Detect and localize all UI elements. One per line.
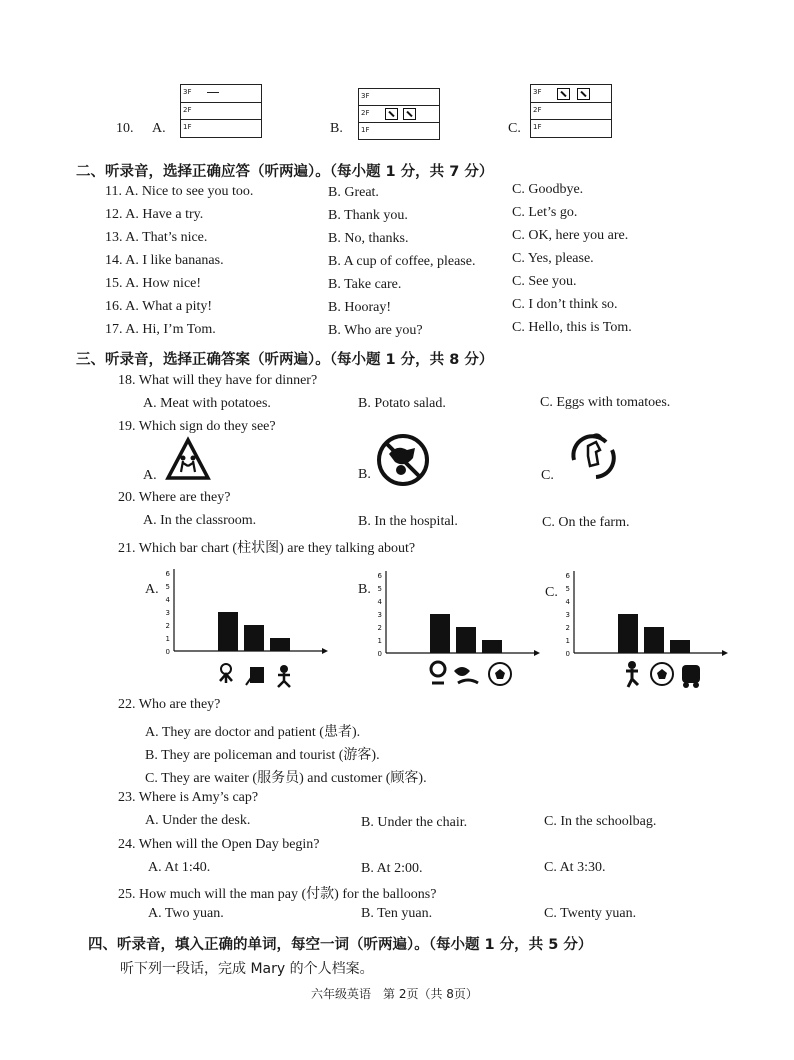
chart-a-tick-label: 4 bbox=[165, 596, 170, 604]
chart-b-tick-label: 3 bbox=[377, 611, 382, 619]
chart-a-activity-icons bbox=[216, 661, 300, 689]
chart-a-tick-label: 5 bbox=[165, 583, 170, 591]
q18-option-c: C. Eggs with tomatoes. bbox=[540, 395, 671, 410]
q14-option-b: B. A cup of coffee, please. bbox=[328, 254, 476, 269]
q16-option-b: B. Hooray! bbox=[328, 300, 391, 315]
q11-option-b: B. Great. bbox=[328, 185, 379, 200]
chart-c-tick-label: 1 bbox=[565, 637, 570, 645]
chart-b-tick-label: 5 bbox=[377, 585, 382, 593]
chart-b-bar-3 bbox=[482, 640, 502, 653]
bar-chart-b bbox=[372, 567, 542, 662]
q19-option-b: B. bbox=[358, 467, 371, 482]
chart-c-tick-label: 4 bbox=[565, 598, 570, 606]
q24-option-c: C. At 3:30. bbox=[544, 860, 606, 875]
q25-question: 25. How much will the man pay (付款) for the balloons? bbox=[118, 887, 437, 902]
building-a-image: 3F 2F 1F bbox=[180, 84, 262, 138]
chart-a-bar-2 bbox=[244, 625, 264, 651]
q12-option-c: C. Let’s go. bbox=[512, 205, 578, 220]
q22-question: 22. Who are they? bbox=[118, 697, 221, 712]
q10-option-c-label: C. bbox=[508, 121, 521, 136]
bar-chart-a bbox=[160, 565, 330, 660]
q22-option-c: C. They are waiter (服务员) and customer (顾客). bbox=[145, 771, 427, 786]
section-3-heading: 三、听录音，选择正确答案（听两遍）。（每小题 1 分，共 8 分） bbox=[76, 352, 494, 368]
hand-sign-icon bbox=[566, 430, 620, 484]
page-footer: 六年级英语 第 2页（共 8页） bbox=[311, 987, 478, 1001]
q19-option-a: A. bbox=[143, 468, 157, 483]
q18-option-a: A. Meat with potatoes. bbox=[143, 396, 271, 411]
q21-option-a: A. bbox=[145, 582, 159, 597]
children-crossing-sign-icon bbox=[164, 436, 212, 484]
chart-b-tick-label: 1 bbox=[377, 637, 382, 645]
chart-a-x-arrow-icon bbox=[322, 648, 328, 654]
q20-option-c: C. On the farm. bbox=[542, 515, 630, 530]
q15-option-b: B. Take care. bbox=[328, 277, 402, 292]
q13-option-c: C. OK, here you are. bbox=[512, 228, 629, 243]
q20-question: 20. Where are they? bbox=[118, 490, 231, 505]
chart-c-tick-label: 0 bbox=[565, 650, 570, 658]
q16-option-c: C. I don’t think so. bbox=[512, 297, 618, 312]
q15-option-c: C. See you. bbox=[512, 274, 577, 289]
q25-option-c: C. Twenty yuan. bbox=[544, 906, 637, 921]
q13-option-a: 13. A. That’s nice. bbox=[105, 230, 208, 245]
section-4-heading: 四、听录音，填入正确的单词，每空一词（听两遍）。（每小题 1 分，共 5 分） bbox=[88, 937, 593, 953]
chart-a-bar-3 bbox=[270, 638, 290, 651]
q18-question: 18. What will they have for dinner? bbox=[118, 373, 318, 388]
q20-option-b: B. In the hospital. bbox=[358, 514, 458, 529]
chart-c-tick-label: 3 bbox=[565, 611, 570, 619]
q17-option-c: C. Hello, this is Tom. bbox=[512, 320, 632, 335]
q24-option-b: B. At 2:00. bbox=[361, 861, 423, 876]
q21-option-b: B. bbox=[358, 582, 371, 597]
q20-option-a: A. In the classroom. bbox=[143, 513, 257, 528]
chart-c-tick-label: 6 bbox=[565, 572, 570, 580]
q22-option-a: A. They are doctor and patient (患者). bbox=[145, 725, 361, 740]
chart-a-tick-label: 3 bbox=[165, 609, 170, 617]
q12-option-b: B. Thank you. bbox=[328, 208, 408, 223]
chart-c-bar-3 bbox=[670, 640, 690, 653]
q21-question: 21. Which bar chart (柱状图) are they talking about? bbox=[118, 541, 416, 556]
building-b-image: 3F 2F 1F bbox=[358, 88, 440, 140]
chart-b-tick-label: 6 bbox=[377, 572, 382, 580]
chart-b-tick-label: 4 bbox=[377, 598, 382, 606]
chart-c-activity-icons bbox=[620, 659, 706, 689]
q19-question: 19. Which sign do they see? bbox=[118, 419, 276, 434]
q13-option-b: B. No, thanks. bbox=[328, 231, 409, 246]
q14-option-c: C. Yes, please. bbox=[512, 251, 594, 266]
chart-b-activity-icons bbox=[428, 659, 514, 689]
q23-question: 23. Where is Amy’s cap? bbox=[118, 790, 259, 805]
chart-a-tick-label: 2 bbox=[165, 622, 170, 630]
q17-option-b: B. Who are you? bbox=[328, 323, 423, 338]
chart-b-bar-1 bbox=[430, 614, 450, 653]
chart-a-tick-label: 1 bbox=[165, 635, 170, 643]
q11-option-a: 11. A. Nice to see you too. bbox=[105, 184, 254, 199]
q22-option-b: B. They are policeman and tourist (游客). bbox=[145, 748, 380, 763]
q17-option-a: 17. A. Hi, I’m Tom. bbox=[105, 322, 216, 337]
bar-chart-c bbox=[560, 567, 730, 662]
q24-option-a: A. At 1:40. bbox=[148, 860, 211, 875]
q23-option-c: C. In the schoolbag. bbox=[544, 814, 657, 829]
q10-option-a-label: A. bbox=[152, 121, 166, 136]
chart-c-tick-label: 5 bbox=[565, 585, 570, 593]
chart-c-bar-1 bbox=[618, 614, 638, 653]
q24-question: 24. When will the Open Day begin? bbox=[118, 837, 320, 852]
q23-option-b: B. Under the chair. bbox=[361, 815, 468, 830]
chart-c-bar-2 bbox=[644, 627, 664, 653]
q18-option-b: B. Potato salad. bbox=[358, 396, 446, 411]
chart-a-tick-label: 6 bbox=[165, 570, 170, 578]
section-4-intro: 听下列一段话，完成 Mary 的个人档案。 bbox=[120, 961, 374, 977]
q12-option-a: 12. A. Have a try. bbox=[105, 207, 204, 222]
building-c-image: 3F 2F 1F bbox=[530, 84, 612, 138]
chart-c-x-arrow-icon bbox=[722, 650, 728, 656]
chart-a-tick-label: 0 bbox=[165, 648, 170, 656]
q10-number: 10. bbox=[116, 121, 134, 136]
q15-option-a: 15. A. How nice! bbox=[105, 276, 202, 291]
chart-b-x-arrow-icon bbox=[534, 650, 540, 656]
q10-option-b-label: B. bbox=[330, 121, 343, 136]
section-2-heading: 二、听录音，选择正确应答（听两遍）。（每小题 1 分，共 7 分） bbox=[76, 164, 494, 180]
q19-option-c: C. bbox=[541, 468, 554, 483]
q14-option-a: 14. A. I like bananas. bbox=[105, 253, 224, 268]
chart-a-bar-1 bbox=[218, 612, 238, 651]
chart-b-tick-label: 2 bbox=[377, 624, 382, 632]
chart-b-tick-label: 0 bbox=[377, 650, 382, 658]
q21-option-c: C. bbox=[545, 585, 558, 600]
q11-option-c: C. Goodbye. bbox=[512, 182, 584, 197]
q25-option-a: A. Two yuan. bbox=[148, 906, 224, 921]
q25-option-b: B. Ten yuan. bbox=[361, 906, 433, 921]
q16-option-a: 16. A. What a pity! bbox=[105, 299, 213, 314]
q23-option-a: A. Under the desk. bbox=[145, 813, 251, 828]
no-picking-sign-icon bbox=[375, 432, 431, 488]
chart-c-tick-label: 2 bbox=[565, 624, 570, 632]
chart-b-bar-2 bbox=[456, 627, 476, 653]
